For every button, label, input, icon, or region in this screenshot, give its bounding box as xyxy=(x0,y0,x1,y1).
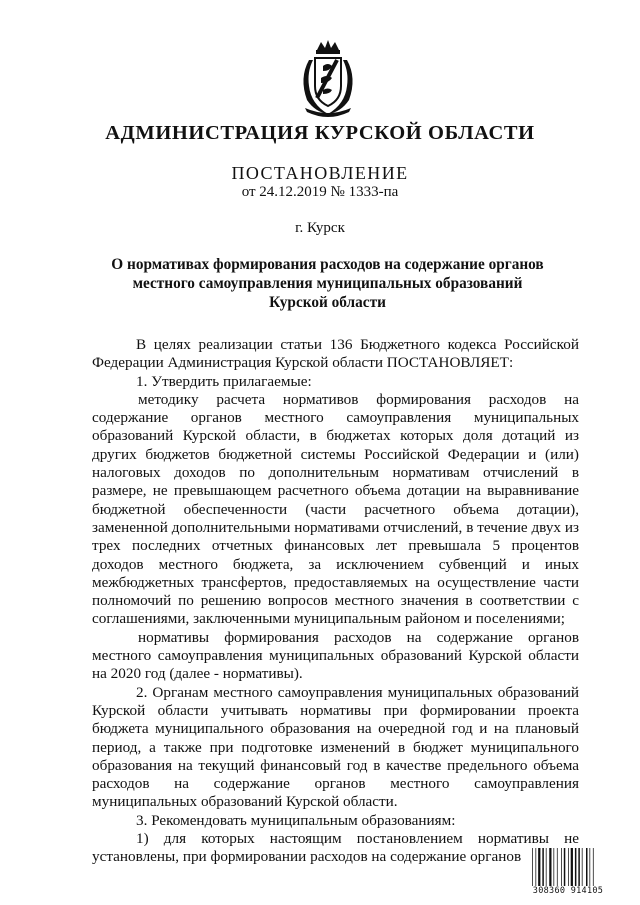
barcode xyxy=(531,848,605,898)
barcode-number: 308360 914105 xyxy=(532,886,604,896)
barcode-bars xyxy=(531,848,605,886)
barcode-bar xyxy=(593,848,594,886)
barcode-bar xyxy=(589,848,590,886)
organization-name: АДМИНИСТРАЦИЯ КУРСКОЙ ОБЛАСТИ xyxy=(105,122,535,144)
body-paragraph-item-3-1: 1) для которых настоящим постановлением нормативы не установлены, при формировании расходов на содержание органов xyxy=(92,830,579,866)
barcode-bar xyxy=(578,848,580,886)
document-title-line: Курской области xyxy=(269,294,386,311)
barcode-bar xyxy=(553,848,554,886)
barcode-bar xyxy=(575,848,577,886)
body-paragraph-norms: нормативы формирования расходов на содержание органов местного самоуправления муниципальных образований Курской области на 2020 год (далее - нормативы). xyxy=(92,628,579,683)
document-date-number: от 24.12.2019 № 1333-па xyxy=(241,184,399,200)
body-paragraph-preamble: В целях реализации статьи 136 Бюджетного кодекса Российской Федерации Администрация Курской области ПОСТАНОВЛЯЕТ: xyxy=(92,336,579,372)
barcode-bar xyxy=(564,848,566,886)
document-title xyxy=(90,255,565,312)
barcode-bar xyxy=(561,848,562,886)
barcode-bar xyxy=(535,848,536,886)
document-type: ПОСТАНОВЛЕНИЕ xyxy=(231,163,409,183)
body-paragraph-item-3: 3. Рекомендовать муниципальным образованиям: xyxy=(136,811,456,829)
document-body xyxy=(92,336,579,867)
barcode-bar xyxy=(546,848,547,886)
barcode-bar xyxy=(568,848,569,886)
barcode-bar xyxy=(532,848,533,886)
document-title-line: О нормативах формирования расходов на содержание органов xyxy=(111,256,544,273)
barcode-bar xyxy=(542,848,544,886)
body-paragraph-item-1: 1. Утвердить прилагаемые: xyxy=(136,372,312,390)
body-paragraph-methodology: методику расчета нормативов формирования расходов на содержание органов местного самоуправления муниципальных образований Курской области, в бюджетах которых доля дотаций из других бюджетов бюджетной системы Российской Федерации и (или) налоговых доходов по дополнительным нормативам отчислений в размере, не превышающем расчетного объема дотации на выравнивание бюджетной обеспеченности (части расчетного объема дотации), замененной дополнительными нормативами отчислений, в течение двух из трех последних отчетных финансовых лет превышала 5 процентов доходов местного бюджета, за исключением субвенций и иных межбюджетных трансфертов, предоставляемых на осуществление части полномочий по решению вопросов местного значения в соответствии с соглашениями, заключенными муниципальным районом и поселениями; xyxy=(92,390,579,628)
barcode-bar xyxy=(538,848,540,886)
body-paragraph-item-2: 2. Органам местного самоуправления муниципальных образований Курской области учитывать нормативы при формировании проекта бюджета муниципального образования на очередной год и на плановый период, а также при подготовке изменений в бюджет муниципального образования на текущий финансовый год в качестве предельного объема расходов на содержание органов местного самоуправления муниципальных образований Курской области. xyxy=(92,683,579,811)
coat-of-arms-icon xyxy=(295,38,361,118)
barcode-bar xyxy=(582,848,583,886)
barcode-bar xyxy=(549,848,551,886)
document-title-line: местного самоуправления муниципальных образований xyxy=(132,275,523,292)
barcode-bar xyxy=(557,848,558,886)
barcode-bar xyxy=(586,848,588,886)
barcode-bar xyxy=(571,848,573,886)
document-city: г. Курск xyxy=(295,220,345,236)
